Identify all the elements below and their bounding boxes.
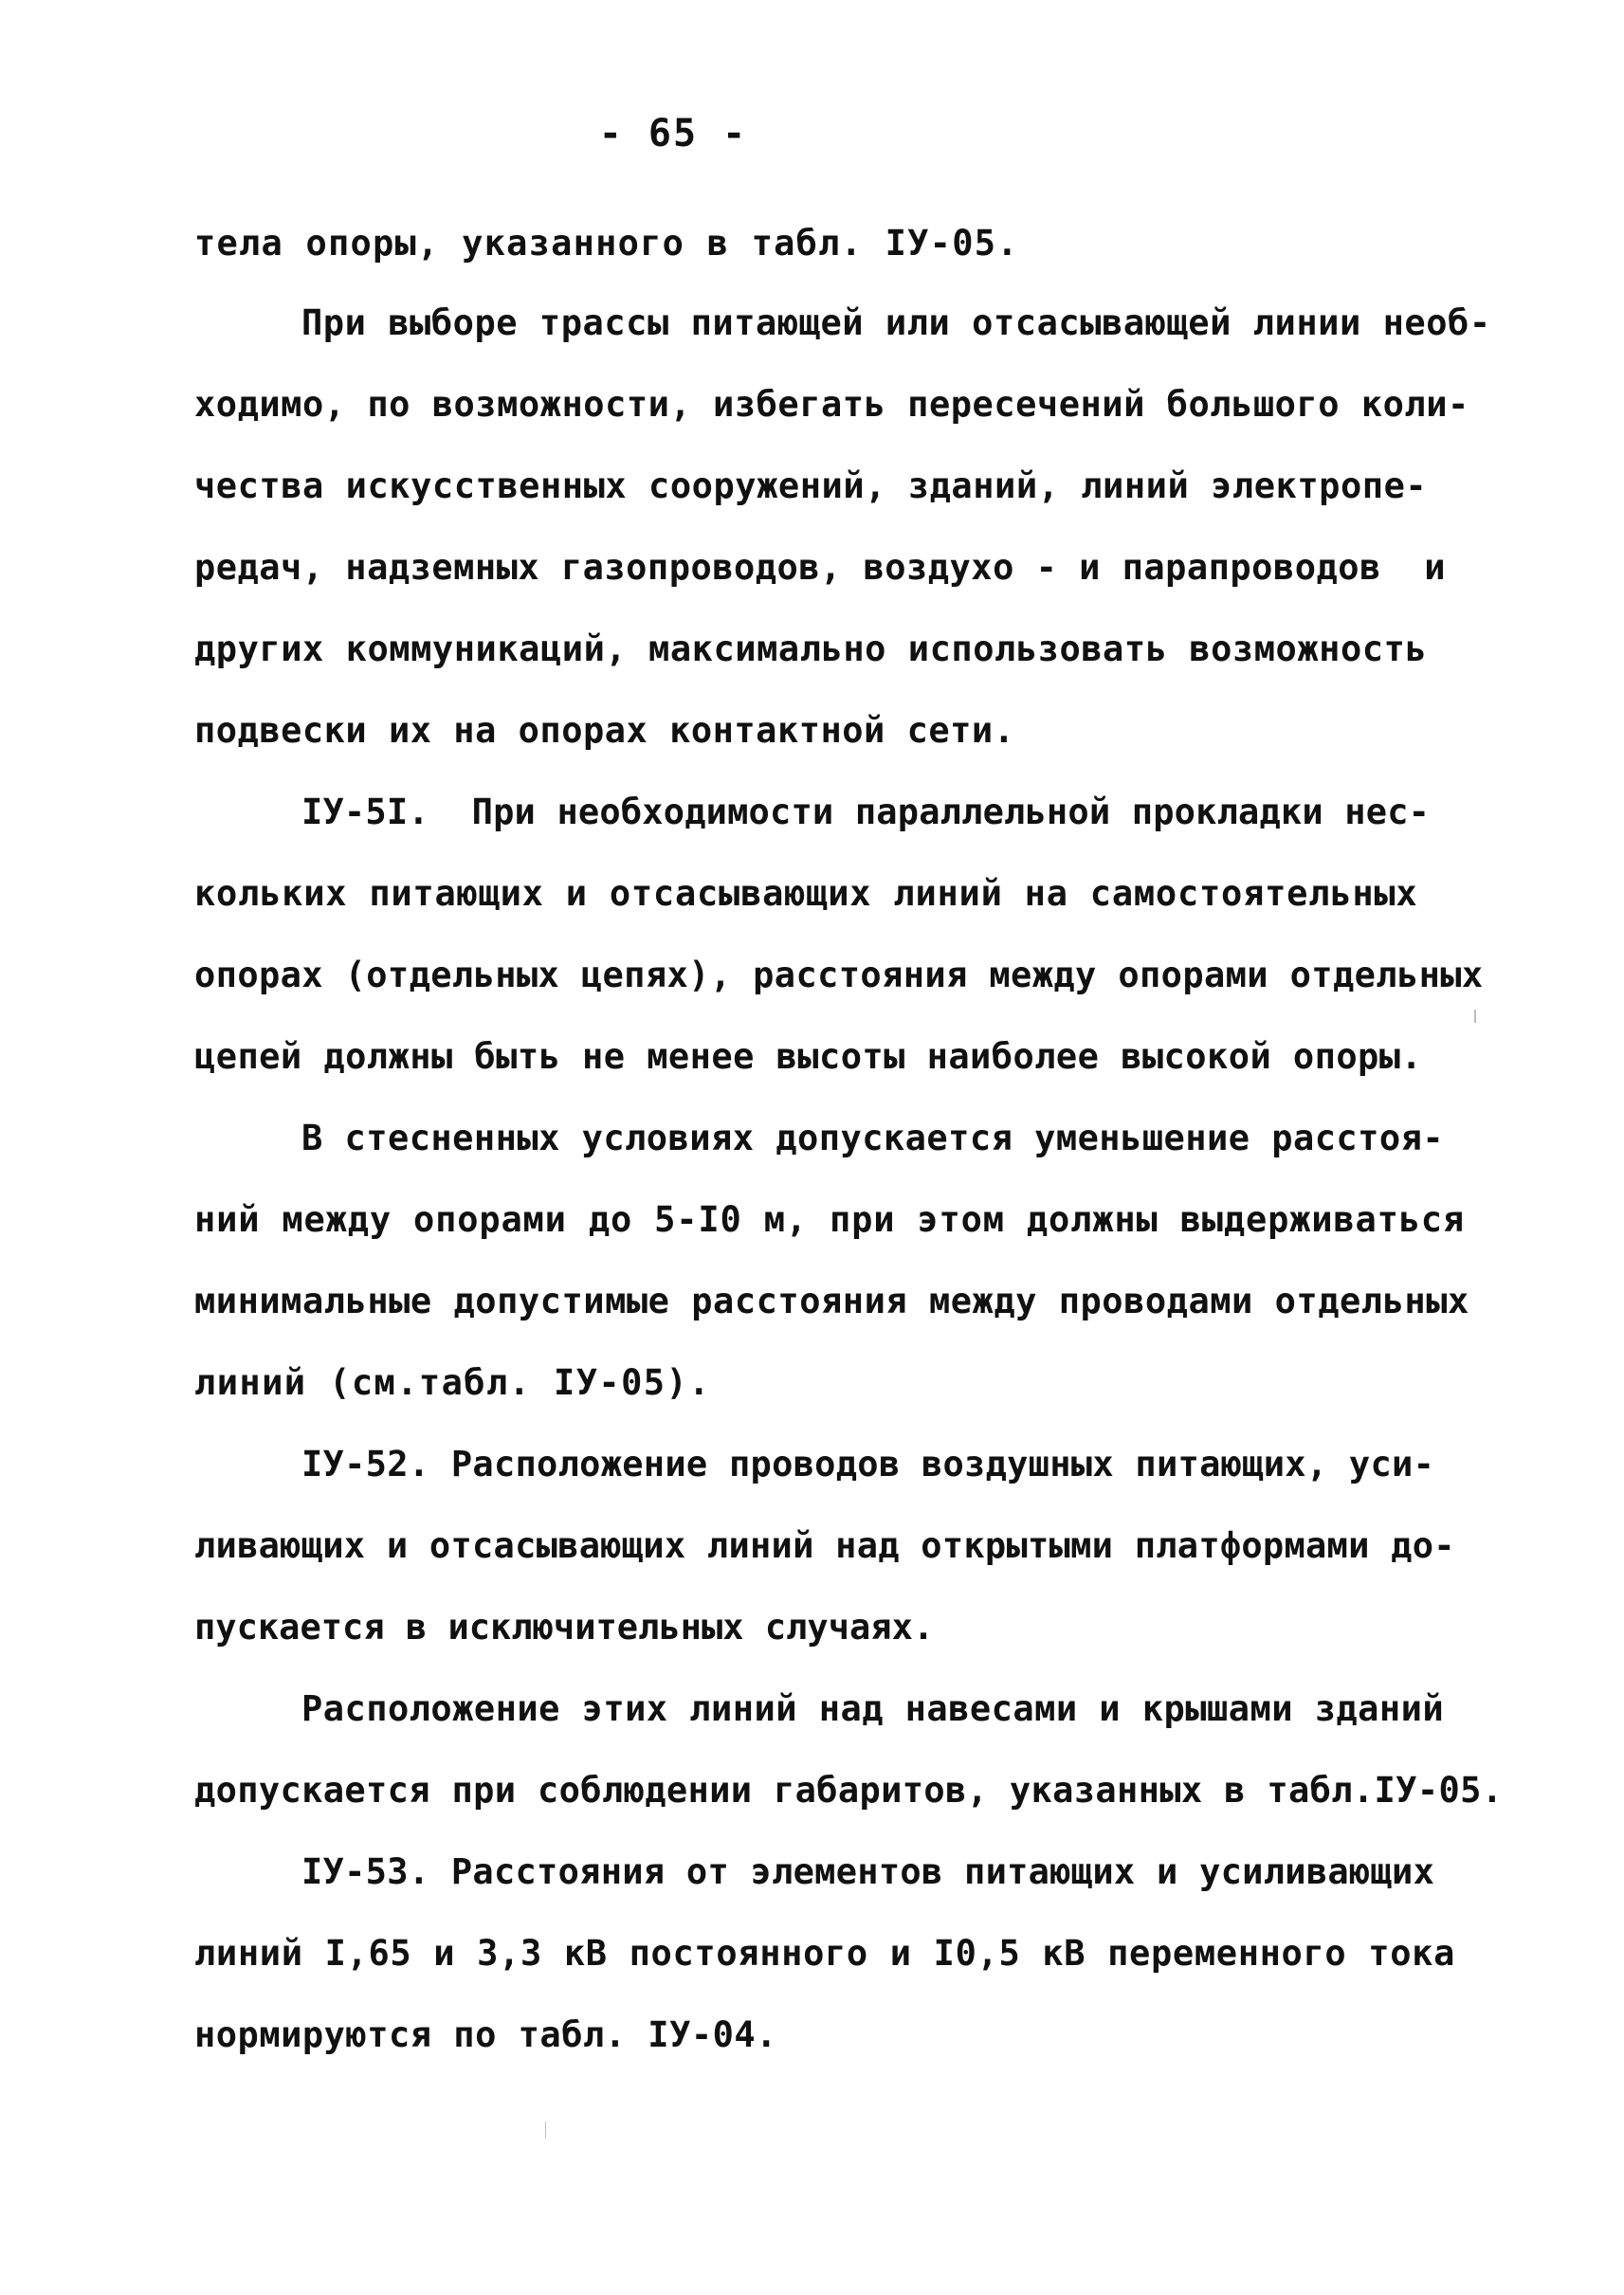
- text-line: линий I,65 и 3,3 кВ постоянного и I0,5 кВ переменного тока: [194, 1933, 1456, 1974]
- text-line: других коммуникаций, максимально использовать возможность: [194, 628, 1428, 669]
- text-line: линий (см.табл. IУ-05).: [194, 1362, 711, 1403]
- text-line: нормируются по табл. IУ-04.: [194, 2014, 777, 2055]
- text-line: подвески их на опорах контактной сети.: [194, 710, 1015, 751]
- text-line: При выборе трассы питающей или отсасывающей линии необ-: [301, 302, 1491, 343]
- page-number: - 65 -: [598, 112, 748, 155]
- text-line: В стесненных условиях допускается уменьшение расстоя-: [301, 1118, 1445, 1158]
- text-line: IУ-52. Расположение проводов воздушных питающих, уси-: [301, 1444, 1435, 1484]
- text-line: кольких питающих и отсасывающих линий на самостоятельных: [194, 873, 1418, 914]
- text-line: пускается в исключительных случаях.: [194, 1607, 935, 1648]
- text-line: ходимо, по возможности, избегать пересечений большого коли-: [194, 384, 1469, 425]
- text-line: IУ-5I. При необходимости параллельной прокладки нес-: [301, 792, 1431, 832]
- scan-artifact: [1474, 1010, 1476, 1023]
- text-line: IУ-53. Расстояния от элементов питающих и усиливающих: [301, 1851, 1435, 1892]
- text-line: допускается при соблюдении габаритов, указанных в табл.IУ-05.: [194, 1770, 1504, 1811]
- text-line: Расположение этих линий над навесами и крышами зданий: [301, 1688, 1445, 1729]
- text-line: опорах (отдельных цепях), расстояния между опорами отдельных: [194, 955, 1484, 995]
- text-line: ливающих и отсасывающих линий над открытыми платформами до-: [194, 1525, 1455, 1566]
- text-line: редач, надземных газопроводов, воздухо - и парапроводов и: [194, 547, 1447, 588]
- text-line: ний между опорами до 5-I0 м, при этом должны выдерживаться: [194, 1199, 1466, 1240]
- scan-artifact: [545, 2122, 546, 2139]
- text-line: минимальные допустимые расстояния между проводами отдельных: [194, 1281, 1469, 1321]
- text-line: цепей должны быть не менее высоты наиболее высокой опоры.: [194, 1036, 1423, 1077]
- text-line: тела опоры, указанного в табл. IУ-05.: [194, 223, 1019, 264]
- text-line: чества искусственных сооружений, зданий, линий электропе-: [194, 465, 1428, 506]
